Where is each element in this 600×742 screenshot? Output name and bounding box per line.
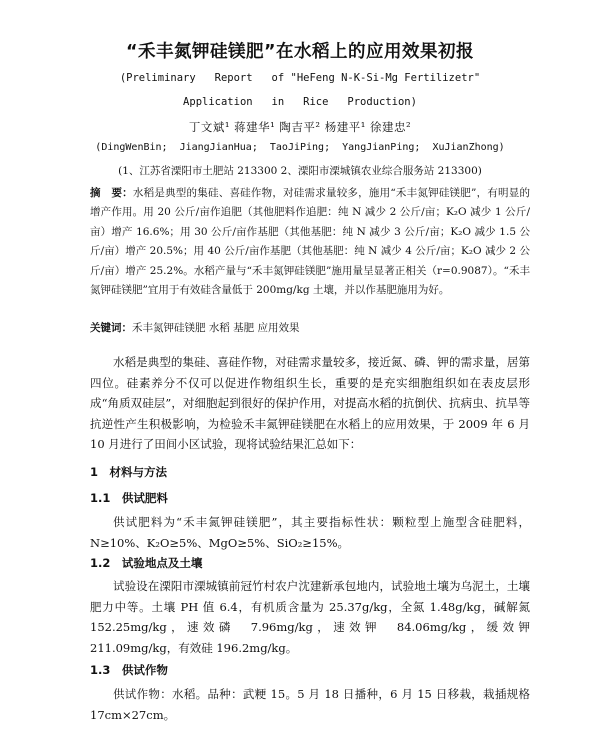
english-title-line-2: Application in Rice Production) [183, 96, 417, 108]
intro-paragraph: 水稻是典型的集硅、喜硅作物，对硅需求量较多，接近氮、磷、钾的需求量，居第四位。硅素养分不仅可以促进作物组织生长，重要的是充实细胞组织如在表皮层形成“角质双硅层”，对细胞起到很好的保护作用，对提高水稻的抗倒伏、抗病虫、抗旱等抗逆性产生积极影响，为检验禾丰氮钾硅镁肥在水稻上的应用效果，于 2009 年 6 月 10 月进行了田间小区试验，现将试验结果汇总如下： [90, 355, 542, 452]
site-soil-paragraph: 试验设在溧阳市溧城镇前冠竹村农户沈建新承包地内，试验地土壤为乌泥土，土壤肥力中等。土壤 PH 值 6.4，有机质含量为 25.37g/kg，全氮 1.48g/kg，碱解氮 152.25mg/kg，速效磷 7.96mg/kg，速效钾 84.06mg/kg，缓效钾 211.09mg/kg，有效硅 196.2mg/kg。 [90, 579, 542, 655]
subsection-heading-fertilizer: 1.1 供试肥料 [90, 491, 168, 505]
abstract-text: 水稻是典型的集硅、喜硅作物，对硅需求量较多，施用“禾丰氮钾硅镁肥”，有明显的增产作用。用 20 公斤/亩作追肥（其他肥料作追肥：纯 N 减少 2 公斤/亩；K₂O 减少 1 公斤/亩）增产 16.6%；用 30 公斤/亩作基肥（其他基肥：纯 N 减少 3 公斤/亩；K₂O 减少 1.5 公斤/亩）增产 20.5%；用 40 公斤/亩作基肥（其他基肥：纯 N 减少 4 公斤/亩；K₂O 减少 2 公斤/亩）增产 25.2%。水稻产量与“禾丰氮钾硅镁肥”施用量呈显著正相关（r=0.9087）。“禾丰氮钾硅镁肥”宜用于有效硅含量低于 200mg/kg 土壤，并以作基肥施用为好。 [90, 187, 531, 297]
author-list-english: (DingWenBin; JiangJianHua; TaoJiPing; YangJianPing; XuJianZhong) [95, 142, 505, 153]
affiliation: (1、江苏省溧阳市土肥站 213300 2、溧阳市溧城镇农业综合服务站 213300) [118, 165, 482, 177]
section-heading-materials-methods: 1 材料与方法 [90, 465, 168, 479]
abstract [90, 184, 530, 300]
fertilizer-paragraph: 供试肥料为“禾丰氮钾硅镁肥”，其主要指标性状：颗粒型上施型含硅肥料，N≥10%、K₂O≥5%、MgO≥5%、SiO₂≥15%。 [90, 515, 530, 550]
subsection-heading-crop: 1.3 供试作物 [90, 663, 168, 677]
author-list: 丁文斌¹ 蒋建华¹ 陶吉平² 杨建平¹ 徐建忠² [188, 120, 412, 134]
english-title-line-1: (Preliminary Report of "HeFeng N-K-Si-Mg Fertilizetr" [119, 72, 481, 84]
abstract-label: 摘 要： [90, 187, 133, 199]
keywords [90, 320, 530, 335]
keywords-text: 禾丰氮钾硅镁肥 水稻 基肥 应用效果 [132, 322, 300, 334]
keywords-label: 关键词： [90, 322, 132, 334]
crop-paragraph: 供试作物：水稻。品种：武粳 15。5 月 18 日播种，6 月 15 日移栽，栽插规格 17cm×27cm。 [90, 687, 530, 722]
paper-title: “禾丰氮钾硅镁肥”在水稻上的应用效果初报 [125, 42, 474, 62]
subsection-heading-site-soil: 1.2 试验地点及土壤 [90, 556, 203, 570]
